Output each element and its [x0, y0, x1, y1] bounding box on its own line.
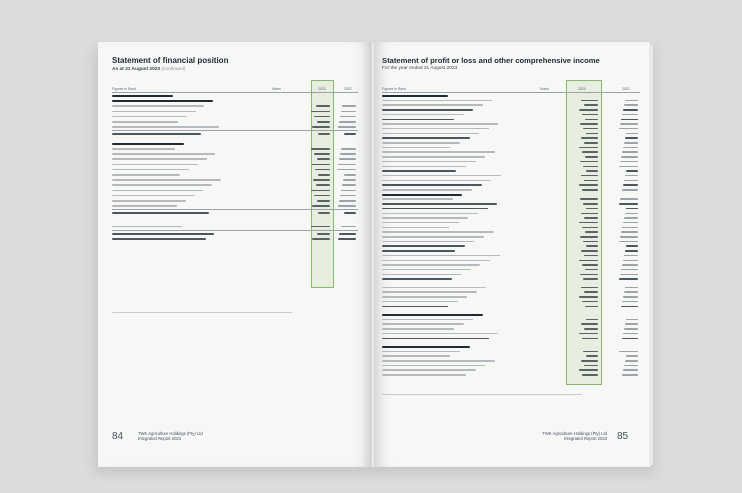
row-label [382, 245, 465, 247]
row-value-prior [621, 231, 638, 233]
row-value-current [318, 212, 330, 214]
left-subtitle-date: As at 31 August 2023 [112, 67, 161, 72]
row-value-current [583, 351, 598, 353]
left-subtitle-note: (continued) [161, 67, 186, 72]
table-row [382, 306, 640, 311]
row-label [382, 198, 453, 200]
row-value-prior [623, 109, 638, 111]
row-value-prior [339, 158, 356, 160]
row-value-current [316, 184, 330, 186]
row-label [382, 338, 489, 340]
row-label [112, 205, 177, 207]
row-label [382, 231, 494, 233]
row-label [382, 109, 473, 111]
row-label [112, 169, 189, 171]
row-label [382, 142, 460, 144]
row-value-current [581, 213, 598, 215]
table-row [382, 338, 640, 343]
table-row [112, 238, 358, 243]
row-label [112, 153, 215, 155]
row-value-prior [343, 179, 356, 181]
row-label [382, 346, 470, 348]
row-label [382, 133, 479, 135]
row-value-prior [623, 184, 638, 186]
row-label [382, 264, 480, 266]
row-value-current [584, 255, 598, 257]
row-value-current [585, 119, 598, 121]
row-value-current [581, 175, 598, 177]
right-col-2022: 2022 [622, 87, 630, 91]
right-footnote [382, 394, 582, 395]
row-label [382, 123, 498, 125]
row-label [382, 355, 450, 357]
row-value-current [582, 338, 598, 340]
right-col-notes: Notes [540, 87, 549, 91]
row-value-prior [344, 133, 356, 135]
row-value-prior [622, 189, 638, 191]
row-value-prior [620, 123, 638, 125]
row-label [382, 170, 456, 172]
row-value-current [317, 121, 330, 123]
row-label [382, 95, 448, 97]
row-value-prior [619, 128, 638, 130]
row-label [112, 126, 219, 128]
row-value-current [584, 217, 598, 219]
row-value-current [583, 241, 598, 243]
row-label [382, 287, 486, 289]
page-stack-edge [649, 45, 654, 465]
row-value-current [582, 151, 598, 153]
row-label [112, 238, 206, 240]
row-value-prior [622, 338, 638, 340]
row-value-current [313, 179, 330, 181]
row-label [382, 213, 478, 215]
row-value-current [314, 153, 330, 155]
row-value-current [582, 114, 598, 116]
row-label [382, 104, 483, 106]
row-value-prior [624, 142, 638, 144]
row-label [382, 227, 449, 229]
row-value-current [584, 142, 598, 144]
row-rule [112, 130, 358, 131]
row-value-current [580, 274, 598, 276]
table-row [112, 212, 358, 217]
row-label [112, 133, 201, 135]
row-label [382, 333, 498, 335]
row-value-current [586, 245, 598, 247]
row-value-current [586, 319, 598, 321]
row-value-current [583, 203, 598, 205]
row-label [382, 203, 497, 205]
row-label [382, 236, 484, 238]
row-value-current [581, 100, 598, 102]
row-label [382, 250, 455, 252]
row-label [382, 137, 470, 139]
row-value-prior [625, 175, 638, 177]
row-value-current [582, 374, 598, 376]
row-label [382, 328, 454, 330]
row-label [382, 184, 482, 186]
row-value-current [316, 105, 330, 107]
row-value-current [318, 133, 330, 135]
row-value-prior [339, 233, 356, 235]
table-row [382, 374, 640, 379]
row-value-prior [625, 250, 638, 252]
row-label [112, 95, 173, 97]
row-value-prior [344, 174, 356, 176]
left-col-2022: 2022 [344, 87, 352, 91]
row-value-prior [623, 333, 638, 335]
row-value-prior [626, 319, 638, 321]
row-value-prior [338, 238, 356, 240]
row-value-current [312, 126, 330, 128]
row-value-current [311, 111, 330, 113]
row-label [382, 374, 466, 376]
book-spread [98, 42, 650, 467]
row-value-current [582, 264, 598, 266]
row-value-current [581, 360, 598, 362]
row-label [382, 296, 467, 298]
row-value-current [582, 227, 598, 229]
row-value-prior [625, 360, 638, 362]
row-label [382, 161, 476, 163]
row-label [112, 143, 184, 145]
right-table-header [382, 86, 640, 93]
row-label [112, 164, 198, 166]
row-value-prior [624, 104, 638, 106]
row-value-prior [341, 111, 356, 113]
row-label [112, 121, 178, 123]
row-rule [112, 230, 358, 231]
row-value-prior [340, 116, 356, 118]
row-label [112, 184, 212, 186]
row-value-current [582, 301, 598, 303]
row-value-prior [623, 260, 638, 262]
row-label [382, 269, 471, 271]
row-value-current [579, 333, 598, 335]
left-col-notes: Notes [272, 87, 281, 91]
right-page-number: 85 [617, 431, 629, 442]
row-value-prior [338, 126, 356, 128]
row-value-current [584, 104, 598, 106]
row-value-prior [338, 205, 356, 207]
row-value-prior [625, 323, 638, 325]
row-label [382, 151, 495, 153]
row-value-prior [625, 100, 638, 102]
row-value-prior [340, 153, 356, 155]
row-label [382, 119, 454, 121]
row-rule [112, 209, 358, 210]
row-value-current [580, 123, 598, 125]
row-value-prior [622, 151, 638, 153]
row-value-current [584, 365, 598, 367]
row-value-prior [338, 164, 356, 166]
row-label [382, 260, 490, 262]
row-value-prior [342, 184, 356, 186]
row-value-prior [624, 180, 638, 182]
row-label [382, 166, 466, 168]
row-value-prior [621, 306, 638, 308]
row-label [112, 200, 186, 202]
row-value-prior [624, 365, 638, 367]
row-value-prior [341, 190, 356, 192]
row-label [382, 323, 464, 325]
row-value-current [317, 200, 330, 202]
row-value-current [581, 323, 598, 325]
row-label [382, 278, 452, 280]
row-value-current [584, 180, 598, 182]
row-label [382, 194, 462, 196]
row-label [382, 128, 489, 130]
row-value-prior [623, 296, 638, 298]
right-col-2023: 2023 [578, 87, 586, 91]
left-table-header [112, 86, 358, 93]
right-statement-table [382, 86, 640, 386]
row-value-prior [626, 133, 638, 135]
row-value-prior [626, 170, 638, 172]
row-value-current [312, 238, 330, 240]
row-label [382, 314, 483, 316]
row-value-current [579, 222, 598, 224]
right-page [374, 42, 650, 467]
row-label [382, 100, 492, 102]
row-label [382, 301, 458, 303]
row-label [112, 148, 175, 150]
row-value-prior [625, 137, 638, 139]
row-value-current [581, 137, 598, 139]
row-value-current [579, 184, 598, 186]
row-value-prior [619, 203, 638, 205]
row-value-prior [620, 236, 638, 238]
row-label [382, 147, 450, 149]
row-label [382, 365, 485, 367]
row-value-prior [619, 241, 638, 243]
row-value-prior [623, 369, 638, 371]
row-value-current [581, 287, 598, 289]
row-value-current [311, 226, 330, 228]
row-value-prior [623, 222, 638, 224]
row-value-prior [623, 147, 638, 149]
row-value-current [580, 236, 598, 238]
row-value-prior [619, 166, 638, 168]
row-value-current [584, 291, 598, 293]
row-label [382, 369, 476, 371]
row-value-prior [624, 255, 638, 257]
row-value-prior [339, 121, 356, 123]
row-label [382, 291, 477, 293]
row-value-prior [621, 269, 638, 271]
left-page-subtitle [112, 67, 185, 72]
row-value-current [315, 169, 330, 171]
row-value-current [314, 116, 330, 118]
row-value-current [583, 128, 598, 130]
row-label [382, 274, 461, 276]
right-footer-report: Integrated Report 2023 [563, 436, 607, 441]
row-value-current [584, 328, 598, 330]
left-col-2023: 2023 [318, 87, 326, 91]
right-col-figures: Figures in Rand [382, 87, 406, 91]
row-value-current [583, 278, 598, 280]
row-value-current [312, 205, 330, 207]
row-value-prior [619, 278, 638, 280]
left-page [98, 42, 372, 467]
row-label [382, 255, 500, 257]
row-label [112, 100, 213, 102]
left-footer [138, 431, 203, 441]
row-value-prior [625, 213, 638, 215]
row-value-current [579, 109, 598, 111]
row-value-current [580, 198, 598, 200]
row-value-current [583, 166, 598, 168]
row-value-prior [622, 114, 638, 116]
row-value-prior [619, 351, 638, 353]
row-label [382, 208, 488, 210]
row-value-current [585, 156, 598, 158]
right-page-title: Statement of profit or loss and other comprehensive income [382, 56, 600, 65]
row-value-current [585, 231, 598, 233]
row-value-current [586, 355, 598, 357]
row-label [382, 222, 459, 224]
table-row [112, 133, 358, 138]
row-value-prior [342, 105, 356, 107]
row-label [112, 190, 203, 192]
row-value-current [311, 190, 330, 192]
row-value-prior [622, 227, 638, 229]
left-footer-report: Integrated Report 2023 [138, 436, 182, 441]
row-label [112, 174, 180, 176]
row-value-current [579, 296, 598, 298]
row-value-prior [621, 119, 638, 121]
row-value-current [582, 189, 598, 191]
row-label [382, 156, 485, 158]
row-label [112, 158, 207, 160]
row-value-prior [340, 195, 356, 197]
row-value-prior [337, 169, 356, 171]
row-label [382, 189, 472, 191]
row-value-prior [622, 264, 638, 266]
row-value-prior [620, 161, 638, 163]
row-value-current [312, 164, 330, 166]
row-value-current [314, 195, 330, 197]
left-footnote [112, 312, 292, 313]
row-value-prior [341, 148, 356, 150]
row-value-current [318, 174, 330, 176]
row-value-current [586, 208, 598, 210]
left-page-title: Statement of financial position [112, 56, 229, 65]
left-footer-company: TWK Agriculture Holdings (Pty) Ltd [138, 431, 203, 436]
row-value-current [580, 161, 598, 163]
left-page-number: 84 [112, 431, 124, 442]
row-value-prior [344, 212, 356, 214]
row-value-current [585, 269, 598, 271]
row-label [112, 179, 221, 181]
row-label [382, 175, 501, 177]
row-value-current [311, 148, 330, 150]
row-label [112, 116, 187, 118]
row-label [382, 351, 460, 353]
right-footer-company: TWK Agriculture Holdings (Pty) Ltd [542, 431, 607, 436]
right-page-subtitle: For the year ended 31 August 2023 [382, 66, 458, 71]
table-row [382, 278, 640, 283]
row-value-prior [621, 156, 638, 158]
row-label [112, 226, 182, 228]
row-label [382, 180, 491, 182]
row-value-current [585, 306, 598, 308]
row-value-current [579, 260, 598, 262]
row-value-current [317, 158, 330, 160]
row-label [112, 195, 195, 197]
row-label [382, 241, 474, 243]
row-value-prior [341, 226, 356, 228]
row-label [112, 105, 204, 107]
row-value-prior [622, 374, 638, 376]
right-footer [527, 431, 607, 441]
row-value-prior [625, 287, 638, 289]
row-label [382, 306, 448, 308]
row-label [382, 360, 495, 362]
row-value-current [586, 133, 598, 135]
row-label [382, 319, 473, 321]
row-value-prior [620, 198, 638, 200]
row-label [382, 217, 468, 219]
row-value-prior [626, 208, 638, 210]
row-value-current [586, 170, 598, 172]
row-value-prior [626, 245, 638, 247]
row-label [112, 233, 214, 235]
row-value-prior [624, 291, 638, 293]
row-value-current [579, 369, 598, 371]
row-value-prior [624, 217, 638, 219]
row-value-prior [626, 355, 638, 357]
row-label [112, 212, 209, 214]
left-col-figures: Figures in Rand [112, 87, 136, 91]
row-value-current [317, 233, 330, 235]
row-value-prior [620, 274, 638, 276]
row-value-prior [339, 200, 356, 202]
row-value-current [581, 250, 598, 252]
row-value-current [579, 147, 598, 149]
left-statement-table [112, 86, 358, 286]
row-label [382, 114, 464, 116]
row-value-prior [624, 328, 638, 330]
row-label [112, 111, 196, 113]
row-value-prior [622, 301, 638, 303]
